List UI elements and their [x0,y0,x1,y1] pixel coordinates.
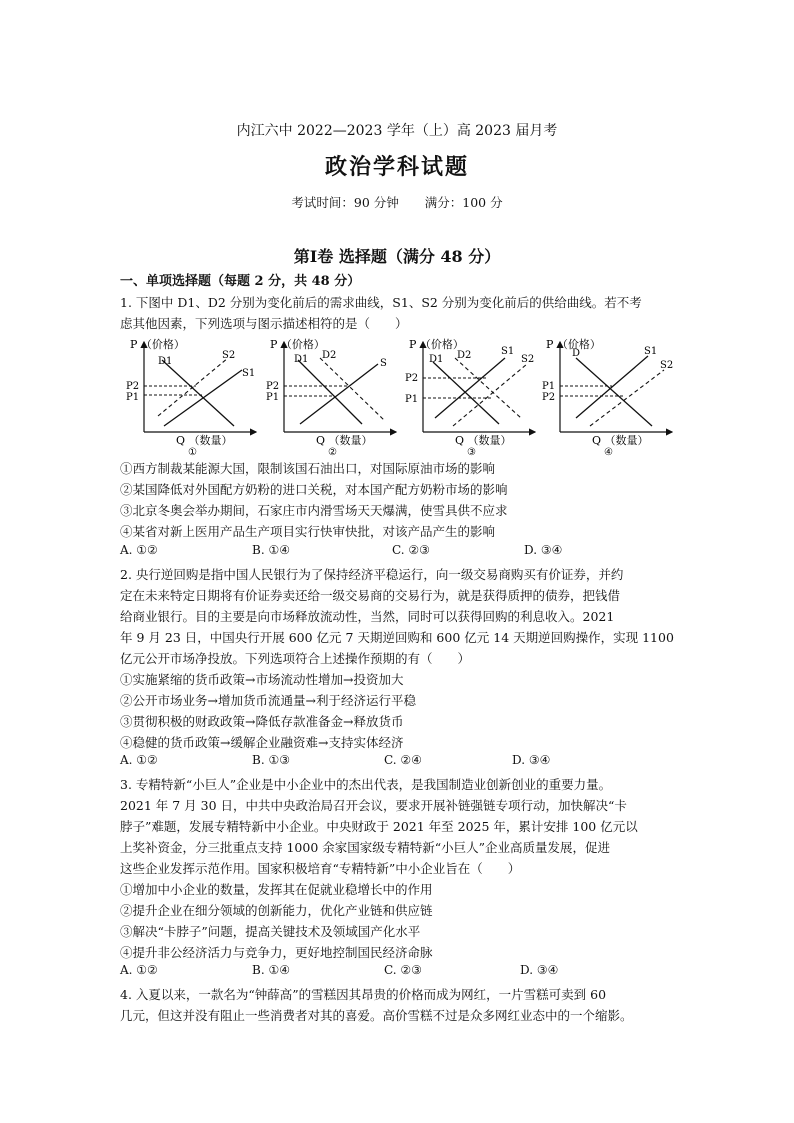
supply-curve-s2 [453,364,527,426]
option-c[interactable]: C. ②④ [384,753,422,767]
q1-stem-line: 虑其他因素，下列选项与图示描述相符的是（ ） [120,316,408,331]
option-a[interactable]: A. ①② [120,753,158,767]
q3-options [120,963,680,984]
price-label: P2 [126,381,140,392]
option-a[interactable]: A. ①② [120,963,158,977]
price-label: P1 [405,394,419,405]
part-title: 一、单项选择题（每题 2 分，共 48 分） [120,274,361,289]
price-label: P2 [266,381,280,392]
option-b[interactable]: B. ①③ [252,753,290,767]
curve-label: S2 [222,350,236,361]
q2-stem-line: 2. 央行逆回购是指中国人民银行为了保持经济平稳运行，向一级交易商购买有价证券，并约 [120,567,624,582]
q1-item: ②某国降低对外国配方奶粉的进口关税，对本国产配方奶粉市场的影响 [120,482,508,497]
price-label: P1 [542,381,556,392]
x-axis-label: Q （数量） [455,434,512,447]
demand-curve [162,360,234,426]
y-axis-label: P （价格） [409,338,464,351]
demand-curve [576,358,652,426]
option-d[interactable]: D. ③④ [512,753,551,767]
q2-stem-line: 亿元公开市场净投放。下列选项符合上述操作预期的有（ ） [120,651,471,666]
school-header: 内江六中 2022—2023 学年（上）高 2023 届月考 [236,123,558,139]
supply-demand-chart-3 [403,334,539,456]
q2-stem-line: 给商业银行。目的主要是向市场释放流动性，当然，同时可以获得回购的利息收入。2021 [120,609,615,624]
x-axis-label: Q （数量） [316,434,373,447]
curve-label: S2 [660,360,674,371]
q3-stem-line: 这些企业发挥示范作用。国家积极培育“专精特新”中小企业旨在（ ） [120,861,521,876]
option-b[interactable]: B. ①④ [252,543,290,557]
x-axis-label: Q （数量） [592,434,649,447]
price-label: P2 [542,392,556,403]
supply-demand-chart-2 [264,334,400,456]
q4-stem-line: 4. 入夏以来，一款名为“钟薛高”的雪糕因其昂贵的价格而成为网红，一片雪糕可卖到 60 [120,987,607,1002]
curve-label: S [380,358,387,369]
q1-item: ①西方制裁某能源大国，限制该国石油出口，对国际原油市场的影响 [120,461,496,476]
q3-item: ①增加中小企业的数量，发挥其在促就业稳增长中的作用 [120,882,433,897]
paper-title: 政治学科试题 [324,154,469,180]
q1-charts [124,334,676,456]
q3-stem-line: 3. 专精特新“小巨人”企业是中小企业中的杰出代表，是我国制造业创新创业的重要力量。 [120,777,612,792]
price-label: P1 [126,392,140,403]
q2-item: ②公开市场业务→增加货币流通量→利于经济运行平稳 [120,693,416,708]
q2-stem-line: 年 9 月 23 日，中国央行开展 600 亿元 7 天期逆回购和 600 亿元 14 天期逆回购操作，实现 1100 [120,630,674,645]
curve-label: S2 [521,354,535,365]
q3-item: ④提升非公经济活力与竞争力，更好地控制国民经济命脉 [120,945,433,960]
y-axis-label: P （价格） [546,338,601,351]
q1-item: ④某省对新上医用产品生产项目实行快审快批，对该产品产生的影响 [120,524,496,539]
q3-stem-line: 脖子”难题，发展专精特新中小企业。中央财政于 2021 年至 2025 年，累计安排 100 亿元以 [120,819,638,834]
demand-curve-d2 [455,358,521,418]
exam-meta [0,193,794,211]
option-a[interactable]: A. ①② [120,543,158,557]
supply-curve-s2 [590,370,664,426]
curve-label: D1 [158,356,173,367]
full-score: 满分：100 分 [424,195,503,210]
q3-stem-line: 2021 年 7 月 30 日，中共中央政治局召开会议，要求开展补链强链专项行动，加快解决“卡 [120,798,627,813]
option-b[interactable]: B. ①④ [252,963,290,977]
price-label: P1 [266,392,280,403]
curve-label: S1 [501,346,515,357]
chart-number: ③ [467,447,476,456]
supply-demand-chart-4 [540,334,676,456]
q3-item: ②提升企业在细分领域的创新能力，优化产业链和供应链 [120,903,433,918]
q2-item: ③贯彻积极的财政政策→降低存款准备金→释放货币 [120,714,404,729]
q2-item: ④稳健的货币政策→缓解企业融资难→支持实体经济 [120,735,404,750]
curve-label: D2 [457,350,472,361]
x-axis-label: Q （数量） [176,434,233,447]
q4-stem-line: 几元，但这并没有阻止一些消费者对其的喜爱。高价雪糕不过是众多网红业态中的一个缩影。 [120,1008,633,1023]
q3-item: ③解决“卡脖子”问题，提高关键技术及领域国产化水平 [120,924,421,939]
y-axis-label: P （价格） [130,338,185,351]
curve-label: D1 [294,354,309,365]
option-c[interactable]: C. ②③ [392,543,430,557]
curve-label: D2 [322,350,337,361]
curve-label: S1 [644,346,658,357]
curve-label: D1 [429,354,444,365]
option-d[interactable]: D. ③④ [520,963,559,977]
q2-options [120,753,680,774]
q1-stem-line: 1. 下图中 D1、D2 分别为变化前后的需求曲线，S1、S2 分别为变化前后的供给曲线。若不考 [120,295,642,310]
q2-stem-line: 定在未来特定日期将有价证券卖还给一级交易商的交易行为，就是获得质押的债券，把钱借 [120,588,621,603]
q1-options [120,543,680,564]
section-title: 第Ⅰ卷 选择题（满分 48 分） [293,247,501,266]
y-axis-label: P （价格） [270,338,325,351]
supply-curve-s1 [435,358,505,418]
chart-number: ② [328,447,337,456]
chart-number: ④ [604,447,613,456]
q1-item: ③北京冬奥会举办期间，石家庄市内滑雪场天天爆满，使雪具供不应求 [120,503,508,518]
supply-demand-chart-1 [124,334,260,456]
demand-curve-d1 [298,360,362,424]
q3-stem-line: 上奖补资金，分三批重点支持 1000 余家国家级专精特新“小巨人”企业高质量发展，促进 [120,840,611,855]
supply-curve-s1 [576,356,648,418]
exam-time: 考试时间：90 分钟 [291,195,399,210]
option-c[interactable]: C. ②③ [384,963,422,977]
price-label: P2 [405,373,419,384]
q2-item: ①实施紧缩的货币政策→市场流动性增加→投资加大 [120,672,404,687]
chart-number: ① [188,447,197,456]
curve-label: D [572,348,581,359]
curve-label: S1 [242,368,256,379]
option-d[interactable]: D. ③④ [524,543,563,557]
